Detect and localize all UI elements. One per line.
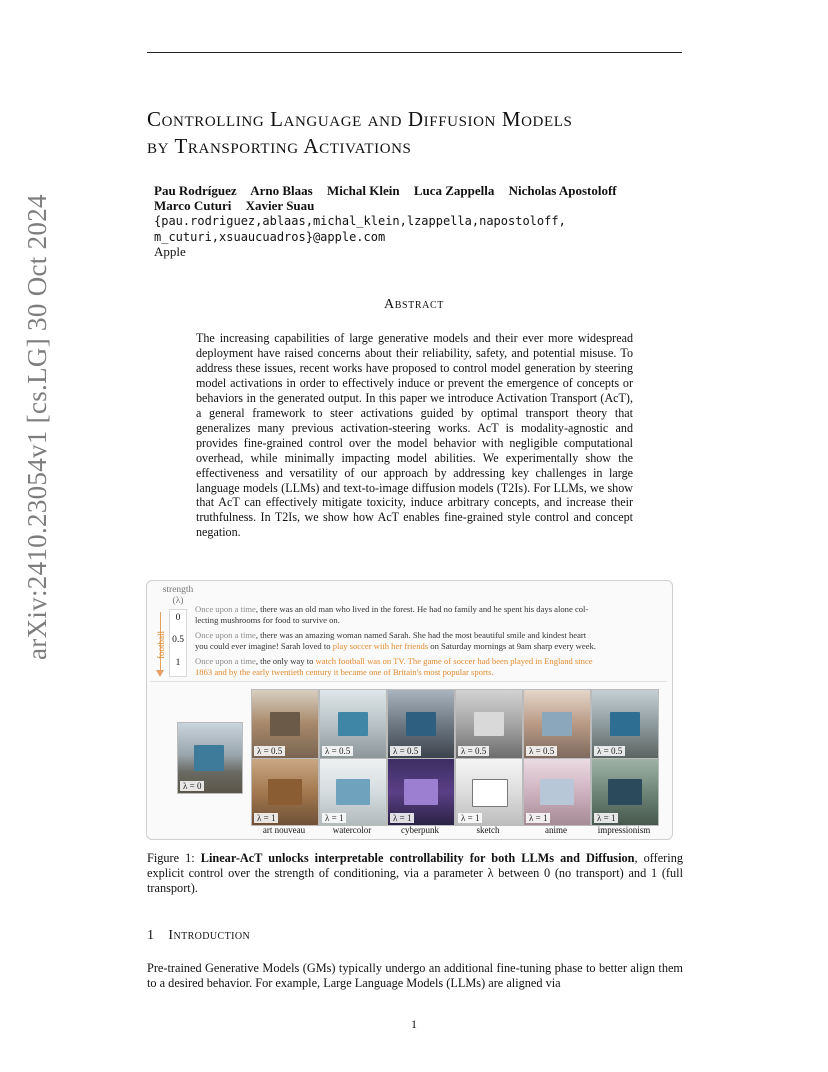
author-name: Xavier Suau bbox=[245, 198, 315, 213]
truck-shape bbox=[608, 779, 642, 805]
abstract-text: The increasing capabilities of large generative models and their ever more widespread deployment have raised concerns about their reliability, safety, and potential misuse. To address these issues, recent works have proposed to control model generation by steering model activations in order to effectively induce or prevent the emergence of concepts or behaviors in the generated output. In this paper we introduce Activation Transport (AcT), a general framework to steer activations guided by optimal transport theory that generalizes many previous activation-steering works. AcT is modality-agnostic and provides fine-grained control over the model behavior with negligible computational overhead, while minimally impacting model abilities. We experimentally show the effectiveness and versatility of our approach by addressing key challenges in large language models (LLMs) and text-to-image diffusion models (T2Is). For LLMs, we show that AcT can effectively mitigate toxicity, induce arbitrary concepts, and increase their truthfulness. In T2Is, we show how AcT enables fine-grained style control and concept negation. bbox=[196, 331, 633, 540]
strength-label bbox=[161, 585, 195, 607]
lambda-tag: λ = 0.5 bbox=[526, 746, 557, 756]
figure-divider bbox=[150, 681, 667, 682]
truck-shape bbox=[338, 712, 368, 736]
generated-text: , the only way to bbox=[255, 656, 316, 666]
lambda-tag: λ = 0.5 bbox=[594, 746, 625, 756]
style-image-watercolor-full bbox=[319, 758, 387, 826]
style-image-cyberpunk-half bbox=[387, 689, 455, 759]
lambda-tag: λ = 0.5 bbox=[322, 746, 353, 756]
style-label: anime bbox=[545, 825, 567, 835]
lambda-symbol: (λ) bbox=[172, 596, 184, 606]
author-name: Pau Rodríguez bbox=[154, 183, 237, 198]
lambda-tag: λ = 1 bbox=[322, 813, 346, 823]
title-line-2: by Transporting Activations bbox=[147, 134, 412, 158]
lambda-tag: λ = 0.5 bbox=[458, 746, 489, 756]
truck-shape bbox=[270, 712, 300, 736]
truck-shape bbox=[540, 779, 574, 805]
style-label: cyberpunk bbox=[401, 825, 439, 835]
authors-line-2 bbox=[154, 198, 628, 213]
figure-caption bbox=[147, 851, 683, 896]
lambda-tag: λ = 1 bbox=[526, 813, 550, 823]
lambda-tag: λ = 1 bbox=[254, 813, 278, 823]
author-emails bbox=[154, 213, 566, 245]
style-image-anime-half bbox=[523, 689, 591, 759]
style-image-anime-full bbox=[523, 758, 591, 826]
author-name: Marco Cuturi bbox=[154, 198, 232, 213]
truck-shape bbox=[336, 779, 370, 805]
generated-text: , there was an old man who lived in the forest. He had no family and he spent his days alone col- bbox=[255, 604, 589, 614]
style-label: impressionism bbox=[597, 825, 651, 835]
truck-shape bbox=[406, 712, 436, 736]
strength-value: 0.5 bbox=[172, 635, 184, 645]
generated-text: on Saturday mornings at 9am sharp every week. bbox=[428, 641, 596, 651]
generation-row-05 bbox=[195, 630, 655, 652]
truck-shape bbox=[194, 745, 224, 771]
author-name: Michal Klein bbox=[326, 183, 400, 198]
section-title: Introduction bbox=[168, 928, 251, 943]
base-image bbox=[177, 722, 243, 794]
lambda-tag: λ = 1 bbox=[458, 813, 482, 823]
emails-line-2: m_cuturi,xsuaucuadros}@apple.com bbox=[154, 230, 386, 244]
page-number: 1 bbox=[411, 1017, 417, 1031]
style-image-sketch-full bbox=[455, 758, 523, 826]
generation-row-0 bbox=[195, 604, 655, 626]
emails-line-1: {pau.rodriguez,ablaas,michal_klein,lzappella,napostoloff, bbox=[154, 214, 566, 228]
section-heading bbox=[147, 928, 250, 944]
caption-text: , offering explicit control over the strength of conditioning, via a parameter λ between 0 (no transport) and 1 (full transport). bbox=[147, 851, 683, 895]
author-list bbox=[154, 183, 628, 213]
title-line-1: Controlling Language and Diffusion Models bbox=[147, 107, 573, 131]
generation-row-1 bbox=[195, 656, 655, 678]
caption-bold: Linear-AcT unlocks interpretable controllability for both LLMs and Diffusion bbox=[200, 851, 635, 865]
section-number: 1 bbox=[147, 928, 155, 943]
strength-word: strength bbox=[162, 585, 194, 595]
strength-arrow-head bbox=[156, 670, 164, 677]
authors-line-1 bbox=[154, 183, 628, 198]
lambda-tag: λ = 0 bbox=[180, 781, 204, 791]
style-image-impressionism-full bbox=[591, 758, 659, 826]
lambda-tag: λ = 1 bbox=[594, 813, 618, 823]
author-name: Luca Zappella bbox=[413, 183, 495, 198]
strength-value: 1 bbox=[175, 658, 181, 668]
style-image-sketch-half bbox=[455, 689, 523, 759]
truck-shape bbox=[542, 712, 572, 736]
truck-shape bbox=[268, 779, 302, 805]
top-rule bbox=[147, 52, 682, 53]
style-image-impressionism-half bbox=[591, 689, 659, 759]
arxiv-identifier: arXiv:2410.23054v1 [cs.LG] 30 Oct 2024 bbox=[22, 194, 52, 660]
strength-values bbox=[169, 609, 187, 677]
style-label: sketch bbox=[476, 825, 500, 835]
style-image-art-nouveau-full bbox=[251, 758, 319, 826]
paper-title bbox=[147, 106, 707, 160]
style-image-art-nouveau-half bbox=[251, 689, 319, 759]
style-label: watercolor bbox=[332, 825, 372, 835]
abstract-heading: Abstract bbox=[384, 297, 444, 312]
concept-highlight: 1863 and by the early twentieth century it became one of Britain's most popular sports. bbox=[195, 667, 494, 677]
truck-shape bbox=[404, 779, 438, 805]
strength-value: 0 bbox=[175, 613, 181, 623]
truck-shape bbox=[474, 712, 504, 736]
author-name: Nicholas Apostoloff bbox=[508, 183, 617, 198]
truck-shape bbox=[472, 779, 508, 807]
prompt-prefix: Once upon a time bbox=[195, 630, 256, 640]
concept-label: football bbox=[156, 631, 166, 659]
concept-highlight: play soccer with her friends bbox=[332, 641, 429, 651]
style-image-watercolor-half bbox=[319, 689, 387, 759]
generated-text: lecting mushrooms for food to survive on. bbox=[195, 615, 340, 625]
generated-text: , there was an amazing woman named Sarah. She had the most beautiful smile and kindest heart bbox=[255, 630, 587, 640]
truck-shape bbox=[610, 712, 640, 736]
lambda-tag: λ = 0.5 bbox=[390, 746, 421, 756]
lambda-tag: λ = 1 bbox=[390, 813, 414, 823]
concept-highlight: watch football was on TV. The game of soccer had been played in England since bbox=[315, 656, 593, 666]
affiliation: Apple bbox=[154, 244, 186, 259]
author-name: Arno Blaas bbox=[250, 183, 313, 198]
prompt-prefix: Once upon a time bbox=[195, 604, 256, 614]
introduction-text: Pre-trained Generative Models (GMs) typically undergo an additional fine-tuning phase to better align them to a desired behavior. For example, Large Language Models (LLMs) are aligned via bbox=[147, 961, 683, 990]
prompt-prefix: Once upon a time bbox=[195, 656, 256, 666]
lambda-tag: λ = 0.5 bbox=[254, 746, 285, 756]
style-label: art nouveau bbox=[262, 825, 306, 835]
generated-text: you could ever imagine! Sarah loved to bbox=[195, 641, 333, 651]
style-image-cyberpunk-full bbox=[387, 758, 455, 826]
caption-label: Figure 1: bbox=[147, 851, 201, 865]
